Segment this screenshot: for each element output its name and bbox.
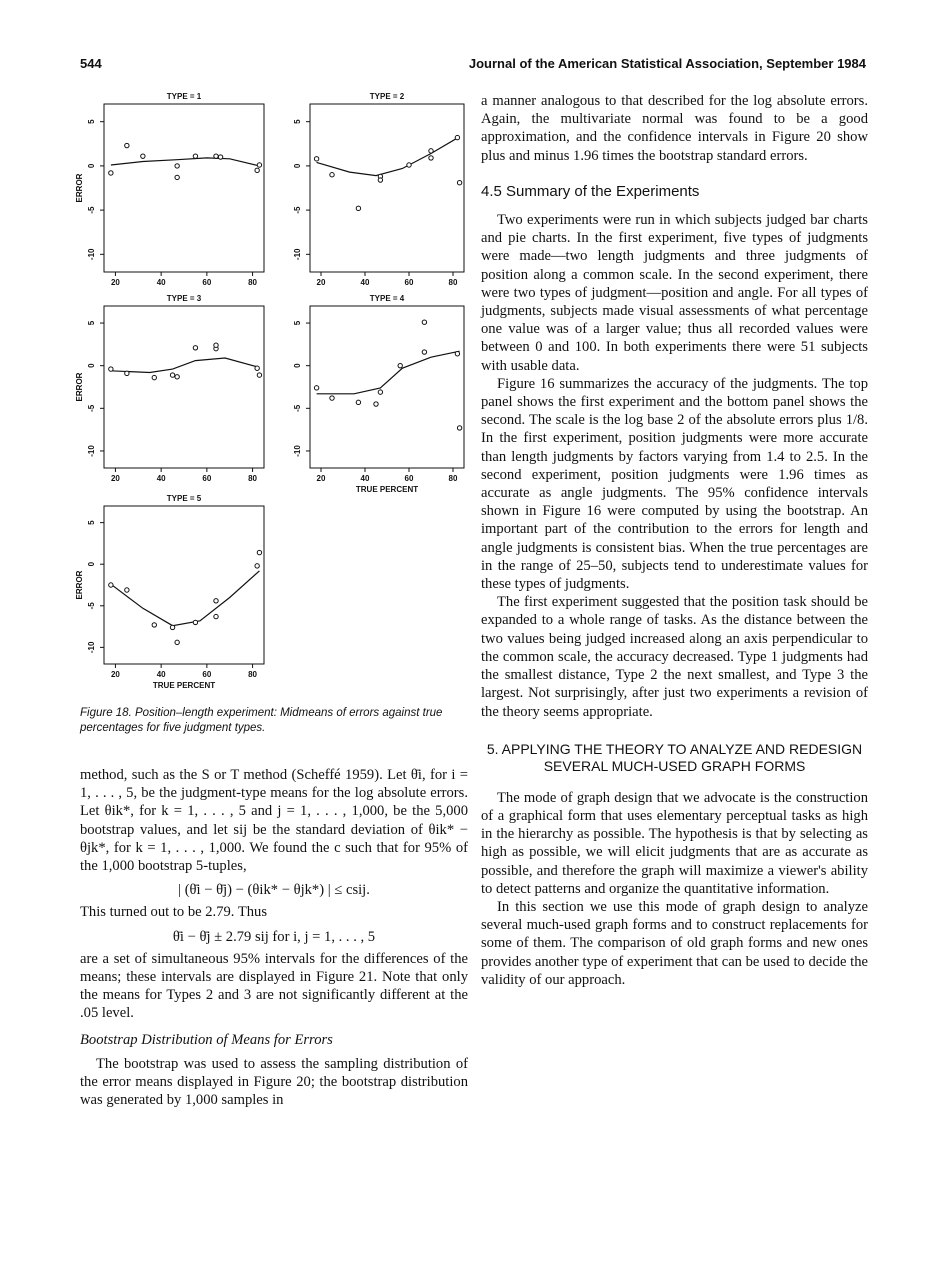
paragraph: In this section we use this mode of graph design to analyze several much-used graph forms and to construct replacements for some of them. The comparison of old graph forms and new ones provides another type of experiment that can be used to decide the validity of our approach.: [481, 898, 868, 988]
paragraph: method, such as the S or T method (Scheffé 1959). Let θ̄i, for i = 1, . . . , 5, be the judgment-type means for the log absolute errors. Let θik*, for k = 1, . . . , 5 and j = 1, . . . , 1,000, be the 5,000 bootstrap values, and let sij be the standard deviation of θik* − θjk*, for k = 1, . . . , 1,000. We found the c such that for 95% of the 1,000 bootstrap 5-tuples,: [80, 767, 468, 875]
paragraph: This turned out to be 2.79. Thus: [80, 904, 268, 921]
data-point: [422, 350, 426, 354]
smooth-curve: [111, 158, 260, 166]
data-point: [457, 180, 461, 184]
chart-panel-2: [293, 92, 464, 287]
data-point: [429, 149, 433, 153]
data-point: [109, 171, 113, 175]
paragraph: a manner analogous to that described for the log absolute errors. Again, the multivariate normal was found to be a good approximation, and the confidence intervals in Figure 20 show plus and minus 1.96 times the bootstrap standard errors.: [481, 93, 868, 164]
y-tick-label: -10: [293, 248, 302, 261]
x-tick-label: 80: [448, 474, 458, 483]
panel-title: TYPE = 4: [369, 294, 405, 303]
y-tick-label: -10: [87, 248, 96, 261]
data-point: [330, 396, 334, 400]
equation: θ̄i − θ̄j ± 2.79 sij for i, j = 1, . . . , 5: [172, 928, 376, 945]
y-tick-label: 0: [293, 363, 302, 368]
y-tick-label: 5: [293, 119, 302, 124]
paragraph: Two experiments were run in which subjects judged bar charts and pie charts. In the first experiment, five types of judgments were made—two length judgments and three judgments of position along a common scale. In the second experiment, there were two types of judgment—position and angle. For all types of judgments, subjects made visual assessments of what percentage one value was of a larger value; thus all recorded values were between 0 and 100. In both experiments there were 51 subjects with usable data.: [481, 212, 868, 374]
x-tick-label: 80: [248, 474, 258, 483]
panel-title: TYPE = 1: [166, 92, 202, 101]
data-point: [214, 614, 218, 618]
panel-title: TYPE = 3: [166, 294, 202, 303]
data-point: [378, 390, 382, 394]
y-tick-label: 5: [293, 320, 302, 326]
y-tick-label: 0: [87, 163, 96, 169]
data-point: [255, 366, 259, 370]
data-point: [330, 173, 334, 177]
panel-title: TYPE = 2: [369, 92, 405, 101]
y-tick-label: 5: [87, 320, 96, 326]
data-point: [257, 550, 261, 554]
x-tick-label: 80: [248, 670, 258, 679]
x-tick-label: 20: [110, 474, 120, 483]
y-tick-label: -5: [293, 206, 302, 214]
x-tick-label: 40: [360, 278, 370, 287]
data-point: [175, 640, 179, 644]
x-axis-label: TRUE PERCENT: [355, 485, 419, 494]
chart-panel-5: [75, 494, 264, 690]
data-point: [152, 375, 156, 379]
x-axis-label: TRUE PERCENT: [152, 681, 216, 690]
data-point: [175, 164, 179, 168]
chart-panel-3: [75, 294, 264, 483]
y-tick-label: -5: [87, 206, 96, 214]
data-point: [257, 373, 261, 377]
x-tick-label: 20: [316, 278, 326, 287]
data-point: [214, 599, 218, 603]
x-tick-label: 40: [360, 474, 370, 483]
section-heading: 5. APPLYING THE THEORY TO ANALYZE AND REDESIGN SEVERAL MUCH-USED GRAPH FORMS: [486, 740, 863, 774]
paragraph: The bootstrap was used to assess the sampling distribution of the error means displayed in Figure 20; the bootstrap distribution was generated by 1,000 samples in: [80, 1055, 468, 1109]
plot-frame: [104, 506, 264, 664]
y-tick-label: -10: [87, 445, 96, 457]
x-tick-label: 40: [156, 474, 166, 483]
y-tick-label: 5: [87, 119, 96, 124]
data-point: [374, 402, 378, 406]
data-point: [457, 426, 461, 430]
y-tick-label: -10: [293, 445, 302, 457]
right-column: [481, 92, 868, 989]
x-tick-label: 40: [156, 670, 166, 679]
data-point: [455, 352, 459, 356]
data-point: [125, 588, 129, 592]
left-column: [80, 766, 468, 1109]
data-point: [378, 178, 382, 182]
data-point: [193, 154, 197, 158]
panel-title: TYPE = 5: [166, 494, 202, 503]
x-tick-label: 80: [248, 278, 258, 287]
y-tick-label: 0: [293, 163, 302, 169]
data-point: [214, 154, 218, 158]
data-point: [125, 143, 129, 147]
data-point: [218, 155, 222, 159]
data-point: [407, 163, 411, 167]
y-tick-label: 0: [87, 363, 96, 368]
data-point: [109, 367, 113, 371]
smooth-curve: [317, 137, 460, 176]
y-tick-label: -5: [293, 404, 302, 412]
paragraph: The mode of graph design that we advocate is the construction of a graphical form that uses elementary perceptual tasks as high in the hierarchy as possible. The hypothesis is that by selecting as high as possible, we will elicit judgments that are as accurate as possible, and therefore the graph will maximize a viewer's ability to detect patterns and organize the quantitative information.: [481, 789, 868, 897]
smooth-curve: [111, 571, 260, 626]
y-tick-label: -5: [87, 602, 96, 610]
data-point: [356, 400, 360, 404]
data-point: [175, 375, 179, 379]
data-point: [170, 625, 174, 629]
y-axis-label: ERROR: [75, 570, 84, 600]
x-tick-label: 60: [202, 278, 212, 287]
chart-panel-4: [293, 294, 464, 494]
data-point: [125, 371, 129, 375]
y-tick-label: 5: [87, 520, 96, 525]
figure-18: [0, 0, 480, 700]
data-point: [175, 175, 179, 179]
data-point: [255, 564, 259, 568]
page-number: 544: [80, 56, 102, 71]
figure-caption: Figure 18. Position–length experiment: Midmeans of errors against true percentages for five judgment types.: [80, 707, 443, 734]
y-axis-label: ERROR: [75, 173, 84, 203]
data-point: [255, 168, 259, 172]
data-point: [152, 623, 156, 627]
data-point: [356, 206, 360, 210]
subsection-heading: Bootstrap Distribution of Means for Errors: [80, 1031, 333, 1048]
data-point: [214, 343, 218, 347]
smooth-curve: [317, 351, 460, 394]
data-point: [314, 157, 318, 161]
x-tick-label: 60: [202, 670, 212, 679]
paragraph: The first experiment suggested that the position task should be expanded to a whole range of tasks. As the distance between the two values being judged increased along an axis perpendicular to the common scale, the accuracy decreased. Type 1 judgments had the smallest distance, Type 2 the next smallest, and Type 3 the largest. Not surprisingly, after just two experiments a revision of the theory seems appropriate.: [481, 594, 868, 720]
plot-frame: [104, 104, 264, 272]
y-tick-label: 0: [87, 561, 96, 567]
data-point: [455, 135, 459, 139]
x-tick-label: 40: [156, 278, 166, 287]
y-axis-label: ERROR: [75, 372, 84, 402]
data-point: [257, 163, 261, 167]
x-tick-label: 60: [404, 474, 414, 483]
paragraph: are a set of simultaneous 95% intervals for the differences of the means; these intervals are displayed in Figure 21. Note that only the means for Types 2 and 3 are not significantly different at the .05 level.: [80, 950, 468, 1022]
x-tick-label: 60: [202, 474, 212, 483]
x-tick-label: 60: [404, 278, 414, 287]
plot-frame: [310, 306, 464, 468]
paragraph: Figure 16 summarizes the accuracy of the judgments. The top panel shows the first experiment and the bottom panel shows the second. The scale is the log base 2 of the absolute errors plus 1/8. In the first experiment, position judgments were more accurate than length judgments by factors varying from 1.4 to 2.5. In the second experiment, position judgments were 1.96 times as accurate as angle judgments. The 95% confidence intervals shown in Figure 16 were computed by using the bootstrap. An important part of the contribution to the errors for length and angle judgments is consistent bias. When the true percentages are in the range of 25–50, subjects tend to underestimate values for these types of judgments.: [481, 375, 868, 593]
chart-panel-1: [75, 92, 264, 287]
data-point: [193, 620, 197, 624]
data-point: [398, 363, 402, 367]
plot-frame: [104, 306, 264, 468]
data-point: [170, 373, 174, 377]
x-tick-label: 20: [110, 670, 120, 679]
y-tick-label: -5: [87, 404, 96, 412]
data-point: [109, 583, 113, 587]
y-tick-label: -10: [87, 641, 96, 654]
running-header: Journal of the American Statistical Association, September 1984: [468, 56, 866, 71]
x-tick-label: 20: [316, 474, 326, 483]
data-point: [193, 346, 197, 350]
equation: | (θ̄i − θ̄j) − (θik* − θjk*) | ≤ csij.: [178, 882, 370, 899]
x-tick-label: 20: [110, 278, 120, 287]
data-point: [422, 320, 426, 324]
smooth-curve: [111, 358, 260, 373]
section-heading: 4.5 Summary of the Experiments: [481, 182, 700, 200]
x-tick-label: 80: [448, 278, 458, 287]
data-point: [141, 154, 145, 158]
data-point: [314, 386, 318, 390]
data-point: [429, 156, 433, 160]
plot-frame: [310, 104, 464, 272]
